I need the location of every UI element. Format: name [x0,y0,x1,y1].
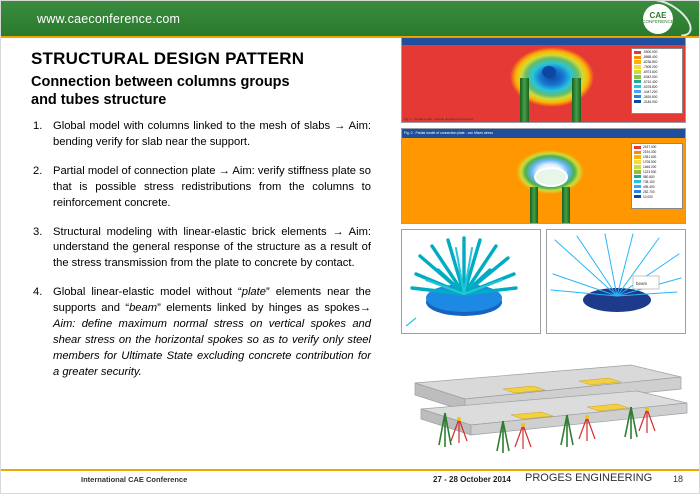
figure-caption: Fig. 1 - Global model - vertical displacement contour [404,117,474,121]
list-item-text-run: Global linear-elastic model without “ [53,286,242,299]
figure-contour-plate [401,128,686,224]
column-element [520,78,529,123]
footer-page-number: 18 [672,474,683,484]
column-element [530,187,538,224]
slide-header [1,1,700,36]
brick-model-image [402,230,540,333]
cae-logo [627,3,689,34]
list-item-text-run: ” elements linked by hinges as spokes→ [157,302,371,315]
list-item-number: 1. [33,120,43,132]
title-block [31,49,371,109]
footer-conference-name: International CAE Conference [81,475,188,484]
list-item-number: 2. [33,164,43,177]
list-item-text: Partial model of connection plate → Aim: verify stiffness plate so that is possible stress redistributions from the columns to reinforcement concrete. [53,164,371,209]
list-item [33,119,371,151]
numbered-list [33,119,371,394]
svg-text:beam: beam [636,281,648,286]
list-item-text-run: Aim: define maximum normal stress on vertical spokes and shear stress on the horizontal spokes so as to verify only steel members for Ultimate State excluding concrete contribution for a greater security. [53,318,371,378]
slide-footer [1,471,700,493]
list-item-text: Global model with columns linked to the mesh of slabs → Aim: bending verify for slab near the support. [53,120,371,148]
figure-contour-slab [401,37,686,123]
page-title: STRUCTURAL DESIGN PATTERN [31,49,305,68]
page-subtitle [31,73,371,109]
figure-legend: -9500.000 -8868.400 -8236.800 -7605.200 -6973.600 -6342.000 -5710.400 -5078.800 -4447.200 -3815.600 -3184.000 [631,48,683,114]
footer-date: 27 - 28 October 2014 [433,475,511,484]
list-item [33,225,371,273]
figure-window-titlebar [402,38,685,45]
footer-company: PROGES ENGINEERING [525,472,653,484]
list-item-text-run: ” elements near the supports and “ [53,286,371,315]
figure-legend: 2437.000 2194.300 1951.600 1708.900 1466.200 1223.500 980.800 738.100 495.400 252.700 10.000 [631,143,683,209]
page-subtitle-line2: and tubes structure [31,92,167,109]
spoke-model-image [547,230,685,333]
logo-text-bottom: CONFERENCE [642,19,674,25]
list-item-text: Structural modeling with linear-elastic brick elements → Aim: understand the general response of the structure as a result of the stress transmission from the plate to concrete by contact. [53,225,371,270]
page-subtitle-line1: Connection between columns groups [31,74,290,90]
list-item [33,285,371,380]
list-item-text [53,285,371,380]
global-model-image [399,341,689,459]
column-element [562,187,570,224]
list-item [33,164,371,212]
list-item-number: 4. [33,286,43,299]
figure-brick-model [401,229,541,334]
list-item-text-run: beam [129,302,158,315]
figure-global-model [399,341,689,459]
logo-text-top: CAE [649,11,667,21]
figure-spoke-model [546,229,686,334]
list-item-text-run: plate [241,286,266,299]
conference-url: www.caeconference.com [37,11,181,26]
column-element [572,78,581,123]
list-item-number: 3. [33,225,43,238]
hole-outline [534,167,568,187]
support-node [542,66,556,78]
figure-window-titlebar: Fig. 2 - Partial model of connection plate - von Mises stress [402,129,685,138]
